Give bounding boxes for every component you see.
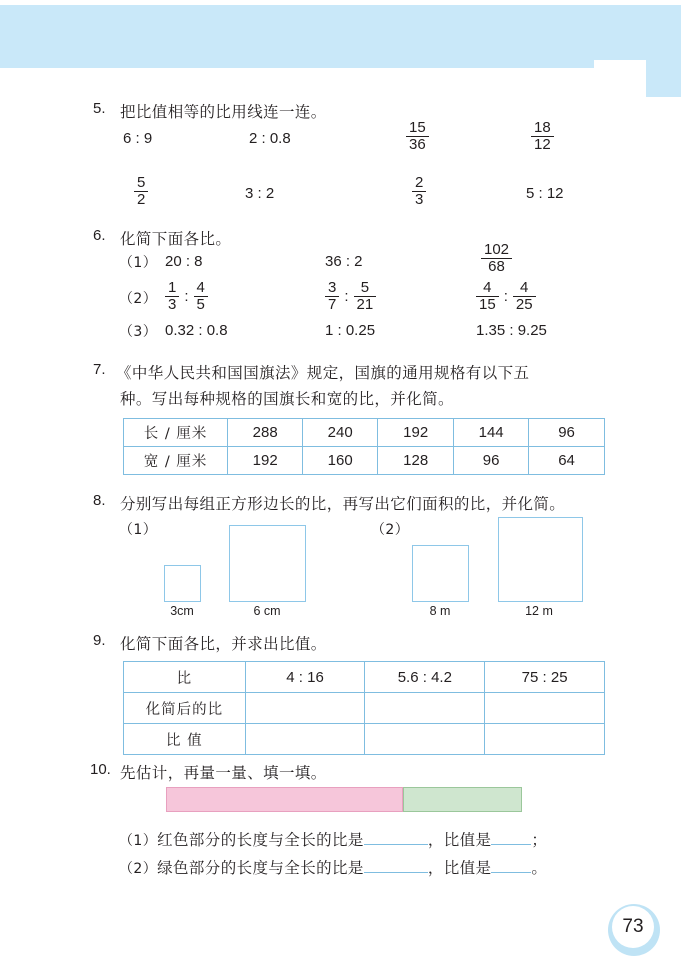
row-header-length: 长 / 厘米 [124,419,228,447]
fraction-numerator: 4 [483,279,492,296]
problem-6-part-2-item-1 [165,280,208,313]
bar-red-segment [166,787,403,812]
problem-10-blank-1-label: （1） [119,833,158,849]
problem-5-item-4 [531,120,554,153]
fraction-numerator: 5 [360,279,370,296]
table-row [124,447,605,475]
problem-10-blank-2-text-before: 绿色部分的长度与全长的比是 [157,859,364,877]
problem-7-prompt-line-1: 《中华人民共和国国旗法》规定，国旗的通用规格有以下五 [116,364,530,382]
problem-10-prompt: 先估计，再量一量、填一填。 [120,764,327,782]
problem-6-part-2-label: （2） [119,291,158,307]
problem-6-part-2-item-3 [476,280,536,313]
cell-ratio-3: 75 : 25 [485,662,605,693]
square-3cm-caption: 3cm [170,604,194,618]
cell-width-2: 160 [303,447,378,475]
ratio-simplify-table [123,661,605,755]
problem-10-blank-2-text-mid: ，比值是 [427,859,492,877]
cell-length-1: 288 [228,419,303,447]
problem-5-item-6: 3 : 2 [245,185,275,202]
answer-cell-simplified-2[interactable] [365,693,485,724]
fraction-numerator: 2 [415,174,424,191]
fraction-denominator: 2 [134,191,148,208]
table-row [124,419,605,447]
fraction-numerator: 3 [328,279,337,296]
problem-10-blank-1-text-mid: ，比值是 [427,831,492,849]
fraction-numerator: 4 [520,279,529,296]
row-header-width: 宽 / 厘米 [124,447,228,475]
problem-5-item-7 [412,175,426,208]
answer-cell-simplified-1[interactable] [245,693,365,724]
problem-8-group-1-label: （1） [119,522,158,538]
fraction-denominator: 3 [165,296,179,313]
problem-7-prompt-line-2: 种。写出每种规格的国旗长和宽的比，并化简。 [120,390,454,408]
problem-10-blank-1-text-before: 红色部分的长度与全长的比是 [157,831,364,849]
problem-9-prompt: 化简下面各比，并求出比值。 [120,635,327,653]
problem-5-item-8: 5 : 12 [526,185,564,202]
fraction-denominator: 5 [194,296,208,313]
row-header-ratio: 比 [124,662,246,693]
problem-5-item-1: 6 : 9 [123,130,153,147]
square-8m-caption: 8 m [429,604,451,618]
problem-5-item-2: 2 : 0.8 [249,130,291,147]
square-8m [412,545,469,602]
problem-6-part-3-label: （3） [119,324,158,340]
bar-green-segment [403,787,522,812]
fraction-numerator: 102 [484,241,510,258]
fraction-numerator: 5 [137,174,146,191]
table-row [124,693,605,724]
table-row [124,724,605,755]
row-header-simplified: 化简后的比 [124,693,246,724]
problem-5-number: 5. [93,100,106,117]
ratio-colon: : [344,287,349,305]
fraction-numerator: 1 [168,279,177,296]
cell-ratio-1: 4 : 16 [245,662,365,693]
ratio-colon: : [184,287,189,305]
fraction-denominator: 15 [476,296,499,313]
fraction-numerator: 15 [409,119,426,136]
cell-ratio-2: 5.6 : 4.2 [365,662,485,693]
square-12m-caption: 12 m [525,604,553,618]
flag-specs-table [123,418,605,475]
fraction-denominator: 68 [481,258,512,275]
problem-6-part-2-item-2 [325,280,376,313]
problem-8-number: 8. [93,492,106,509]
square-3cm [164,565,201,602]
table-row [124,662,605,693]
problem-5-item-3 [406,120,429,153]
fraction-numerator: 18 [534,119,551,136]
problem-6-prompt: 化简下面各比。 [120,230,232,248]
cell-width-4: 96 [454,447,529,475]
square-6cm [229,525,306,602]
problem-6-part-1-label: （1） [119,255,158,271]
problem-5-prompt: 把比值相等的比用线连一连。 [120,103,327,121]
square-12m [498,517,583,602]
cell-length-2: 240 [303,419,378,447]
problem-6-part-3-item-2: 1 : 0.25 [325,322,376,339]
fraction-denominator: 3 [412,191,426,208]
problem-6-part-3-item-3: 1.35 : 9.25 [476,322,547,339]
ratio-colon: : [503,287,508,305]
cell-length-3: 192 [378,419,454,447]
problem-10-blank-2-label: （2） [119,861,158,877]
problem-8-prompt: 分别写出每组正方形边长的比，再写出它们面积的比，并化简。 [120,495,566,513]
problem-9-number: 9. [93,632,106,649]
fraction-denominator: 7 [325,296,339,313]
problem-10-blank-1-text-after: ； [531,831,548,849]
answer-blank-value-red[interactable] [491,844,531,845]
problem-10-number: 10. [90,761,111,778]
row-header-value: 比 值 [124,724,246,755]
problem-6-number: 6. [93,227,106,244]
fraction-denominator: 25 [513,296,536,313]
answer-cell-value-1[interactable] [245,724,365,755]
answer-blank-value-green[interactable] [491,872,531,873]
answer-cell-value-2[interactable] [365,724,485,755]
cell-width-5: 64 [529,447,605,475]
answer-cell-value-3[interactable] [485,724,605,755]
problem-6-part-1-item-2: 36 : 2 [325,253,363,270]
square-6cm-caption: 6 cm [253,604,281,618]
page-number: 73 [612,906,654,948]
cell-width-1: 192 [228,447,303,475]
problem-6-part-1-item-1: 20 : 8 [165,253,203,270]
answer-blank-ratio-red[interactable] [364,844,428,845]
problem-10-blank-1 [119,828,547,850]
fraction-denominator: 12 [531,136,554,153]
fraction-denominator: 36 [406,136,429,153]
answer-cell-simplified-3[interactable] [485,693,605,724]
problem-10-blank-2 [119,856,547,878]
fraction-numerator: 4 [196,279,205,296]
fraction-denominator: 21 [354,296,377,313]
measurement-bar [166,787,522,812]
problem-7-number: 7. [93,361,106,378]
problem-10-blank-2-text-after: 。 [531,859,548,877]
problem-6-part-3-item-1: 0.32 : 0.8 [165,322,228,339]
cell-length-4: 144 [454,419,529,447]
problem-5-item-5 [134,175,148,208]
cell-width-3: 128 [378,447,454,475]
problem-8-group-2-label: （2） [371,522,410,538]
cell-length-5: 96 [529,419,605,447]
problem-6-part-1-item-3 [481,242,512,275]
answer-blank-ratio-green[interactable] [364,872,428,873]
